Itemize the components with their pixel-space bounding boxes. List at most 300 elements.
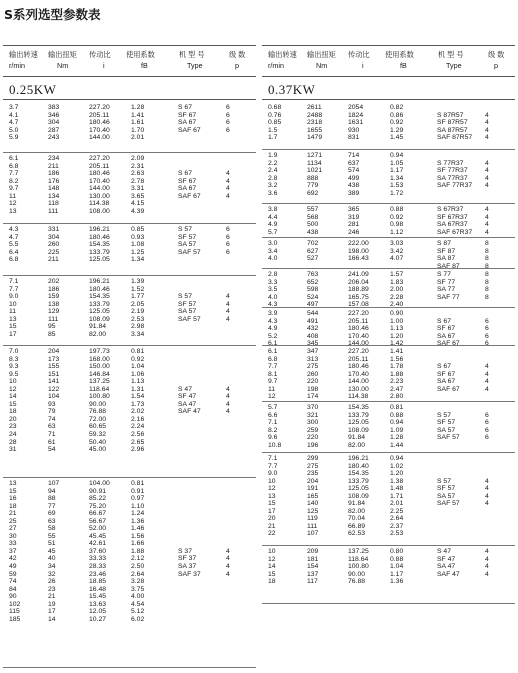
cell-speed: 13 — [9, 207, 17, 215]
cell-ratio: 66.89 — [348, 522, 366, 530]
cell-service-factor: 2.24 — [131, 423, 145, 431]
spec-group — [262, 268, 515, 308]
cell-torque: 54 — [48, 446, 56, 454]
cell-speed: 23 — [9, 423, 17, 431]
cell-ratio: 90.00 — [348, 570, 366, 578]
cell-torque: 438 — [307, 228, 319, 236]
cell-stages: 8 — [485, 293, 489, 301]
cell-model-type: SF 57 — [437, 419, 456, 427]
cell-torque: 79 — [48, 408, 56, 416]
cell-service-factor: 2.23 — [390, 378, 404, 386]
cell-speed: 90 — [9, 593, 17, 601]
header-type-unit: Type — [187, 61, 203, 70]
cell-torque: 186 — [48, 285, 60, 293]
header-stages: 级 数 — [229, 50, 246, 59]
cell-service-factor: 4.39 — [131, 207, 145, 215]
cell-speed: 4.9 — [268, 221, 278, 229]
cell-torque: 260 — [307, 370, 319, 378]
header-ratio-unit: i — [362, 61, 364, 70]
cell-torque: 51 — [48, 540, 56, 548]
cell-ratio: 72.00 — [89, 415, 107, 423]
cell-service-factor: 4.54 — [131, 600, 145, 608]
header-fb-unit: fB — [400, 61, 407, 70]
cell-speed: 185 — [9, 615, 21, 623]
cell-service-factor: 0.88 — [390, 555, 404, 563]
spec-group — [262, 545, 515, 604]
cell-service-factor: 1.17 — [390, 570, 404, 578]
cell-speed: 4.7 — [9, 119, 19, 127]
cell-stages: 8 — [485, 255, 489, 263]
cell-ratio: 82.00 — [348, 507, 366, 515]
cell-speed: 8.2 — [9, 177, 19, 185]
cell-service-factor: 1.00 — [390, 317, 404, 325]
cell-torque: 2318 — [307, 119, 323, 127]
cell-ratio: 70.04 — [348, 515, 366, 523]
cell-ratio: 118.64 — [89, 385, 110, 393]
cell-stages: 4 — [485, 385, 489, 393]
cell-ratio: 125.05 — [348, 485, 369, 493]
cell-torque: 2611 — [307, 104, 322, 111]
cell-model-type: SF 57 — [437, 485, 456, 493]
cell-stages: 4 — [485, 174, 489, 182]
cell-speed: 5.7 — [268, 404, 278, 411]
cell-stages: 6 — [485, 340, 489, 348]
cell-speed: 12 — [268, 485, 276, 493]
cell-service-factor: 1.48 — [390, 485, 404, 493]
cell-stages: 8 — [485, 240, 489, 247]
cell-model-type: SA 77R37 — [437, 174, 468, 182]
cell-speed: 10 — [268, 548, 276, 555]
cell-ratio: 170.40 — [348, 370, 369, 378]
cell-stages: 4 — [485, 548, 489, 555]
cell-service-factor: 1.45 — [390, 134, 404, 142]
cell-speed: 9.3 — [9, 363, 19, 371]
cell-speed: 3.5 — [268, 286, 278, 294]
cell-model-type: S 37 — [178, 547, 192, 555]
cell-speed: 13 — [268, 492, 276, 500]
cell-torque: 1479 — [307, 134, 323, 142]
cell-ratio: 75.20 — [89, 502, 107, 510]
cell-ratio: 180.46 — [89, 170, 110, 178]
cell-service-factor: 2.19 — [131, 308, 145, 316]
cell-service-factor: 2.31 — [131, 162, 145, 170]
cell-torque: 287 — [48, 126, 60, 134]
cell-ratio: 76.88 — [89, 408, 107, 416]
cell-service-factor: 2.01 — [131, 134, 145, 142]
cell-speed: 2.8 — [268, 271, 278, 278]
cell-torque: 702 — [307, 240, 319, 247]
cell-speed: 28 — [9, 438, 17, 446]
cell-speed: 115 — [9, 608, 20, 616]
cell-model-type: SA 57 — [437, 492, 456, 500]
cell-torque: 370 — [307, 404, 319, 411]
cell-speed: 8.3 — [9, 355, 19, 363]
left-table — [3, 45, 256, 667]
spec-group — [262, 345, 515, 402]
cell-speed: 9.5 — [9, 370, 19, 378]
cell-torque: 26 — [48, 578, 56, 586]
cell-stages: 4 — [485, 213, 489, 221]
cell-torque: 69 — [48, 510, 56, 518]
cell-speed: 74 — [9, 578, 17, 586]
cell-service-factor: 2.00 — [390, 286, 404, 294]
cell-ratio: 76.88 — [348, 578, 366, 586]
cell-torque: 346 — [48, 111, 60, 119]
cell-stages: 6 — [226, 248, 230, 256]
cell-ratio: 180.46 — [348, 325, 369, 333]
cell-stages: 4 — [226, 393, 230, 401]
cell-speed: 3.9 — [268, 310, 278, 317]
spec-group — [3, 345, 256, 478]
cell-speed: 6.6 — [268, 411, 278, 419]
cell-ratio: 281 — [348, 221, 360, 229]
cell-stages: 4 — [485, 206, 489, 213]
cell-speed: 4.3 — [9, 226, 19, 233]
cell-torque: 275 — [307, 363, 319, 371]
cell-speed: 15 — [268, 500, 276, 508]
cell-model-type: SAF 57 — [437, 500, 460, 508]
cell-torque: 225 — [48, 248, 60, 256]
cell-speed: 0.85 — [268, 119, 282, 127]
cell-torque: 652 — [307, 278, 319, 286]
cell-model-type: SF 67 — [178, 177, 197, 185]
cell-stages: 6 — [485, 325, 489, 333]
cell-model-type: SA 57 — [437, 426, 456, 434]
cell-ratio: 180.40 — [348, 462, 369, 470]
cell-model-type: SAF 67 — [437, 340, 460, 348]
cell-speed: 17 — [9, 330, 17, 338]
cell-torque: 154 — [307, 563, 319, 571]
cell-service-factor: 0.86 — [390, 111, 404, 119]
cell-ratio: 180.46 — [348, 363, 369, 371]
cell-ratio: 227.20 — [348, 310, 369, 317]
cell-ratio: 133.79 — [348, 477, 369, 485]
cell-torque: 118 — [48, 200, 59, 208]
cell-ratio: 180.46 — [89, 119, 110, 127]
cell-stages: 4 — [485, 370, 489, 378]
cell-torque: 211 — [48, 162, 59, 170]
header-type: 机 型 号 — [438, 50, 464, 59]
cell-model-type: SA 67 — [437, 332, 456, 340]
cell-service-factor: 1.56 — [131, 532, 145, 540]
cell-speed: 6.4 — [9, 248, 19, 256]
cell-ratio: 205.11 — [89, 111, 110, 119]
cell-stages: 4 — [485, 126, 489, 134]
cell-torque: 134 — [48, 192, 60, 200]
cell-ratio: 637 — [348, 159, 360, 167]
cell-speed: 6.8 — [268, 355, 278, 363]
cell-stages: 6 — [226, 233, 230, 241]
cell-ratio: 137.25 — [348, 548, 369, 555]
cell-stages: 4 — [226, 185, 230, 193]
cell-ratio: 154.35 — [348, 470, 369, 478]
cell-ratio: 130.00 — [348, 385, 369, 393]
cell-model-type: SF 77 — [437, 278, 456, 286]
cell-speed: 3.3 — [268, 278, 278, 286]
cell-service-factor: 2.63 — [131, 170, 145, 178]
cell-stages: 6 — [226, 241, 230, 249]
cell-speed: 0.68 — [268, 104, 282, 111]
cell-model-type: SF 47 — [178, 393, 197, 401]
cell-speed: 3.7 — [9, 104, 19, 111]
cell-service-factor: 0.94 — [390, 419, 404, 427]
cell-torque: 14 — [48, 615, 56, 623]
cell-ratio: 28.33 — [89, 563, 107, 571]
cell-stages: 4 — [485, 111, 489, 119]
cell-service-factor: 2.56 — [131, 431, 145, 439]
cell-speed: 59 — [9, 570, 17, 578]
cell-ratio: 188.89 — [348, 286, 369, 294]
cell-torque: 763 — [307, 271, 319, 278]
cell-service-factor: 3.28 — [131, 578, 145, 586]
cell-stages: 4 — [485, 363, 489, 371]
cell-service-factor: 1.29 — [390, 126, 404, 134]
cell-torque: 117 — [307, 578, 318, 586]
cell-ratio: 10.27 — [89, 615, 107, 623]
cell-torque: 321 — [307, 411, 319, 419]
cell-speed: 8.1 — [268, 370, 278, 378]
header-ratio-unit: i — [103, 61, 105, 70]
cell-ratio: 125.05 — [89, 308, 110, 316]
cell-ratio: 227.20 — [89, 155, 110, 162]
cell-service-factor: 1.56 — [390, 355, 404, 363]
spec-group — [3, 477, 256, 668]
cell-service-factor: 1.20 — [390, 332, 404, 340]
cell-ratio: 85.22 — [89, 495, 107, 503]
cell-model-type: SF 67 — [178, 111, 197, 119]
spec-group — [3, 101, 256, 153]
header-speed-unit: r/min — [9, 61, 25, 70]
cell-service-factor: 2.96 — [131, 446, 145, 454]
cell-torque: 61 — [48, 438, 56, 446]
cell-stages: 6 — [485, 317, 489, 325]
page-title: S系列选型参数表 — [4, 7, 101, 22]
cell-speed: 1.7 — [268, 134, 278, 142]
cell-service-factor: 0.82 — [390, 104, 404, 111]
cell-speed: 3.2 — [268, 182, 278, 190]
cell-service-factor: 1.71 — [390, 492, 404, 500]
cell-service-factor: 2.01 — [390, 500, 404, 508]
cell-service-factor: 1.78 — [390, 363, 404, 371]
cell-stages: 6 — [226, 104, 230, 111]
cell-stages: 4 — [226, 192, 230, 200]
cell-speed: 10 — [9, 300, 17, 308]
cell-ratio: 157.08 — [348, 301, 369, 309]
cell-service-factor: 1.31 — [131, 385, 145, 393]
cell-torque: 204 — [307, 477, 319, 485]
cell-model-type: SF 87R57 — [437, 119, 468, 127]
cell-model-type: S 67 — [437, 317, 451, 325]
cell-torque: 111 — [307, 522, 318, 530]
cell-stages: 4 — [485, 119, 489, 127]
cell-speed: 20 — [268, 515, 276, 523]
cell-torque: 1271 — [307, 152, 323, 159]
cell-model-type: SAF 47 — [178, 408, 201, 416]
cell-ratio: 133.79 — [89, 300, 110, 308]
cell-stages: 4 — [485, 492, 489, 500]
cell-service-factor: 2.28 — [390, 293, 404, 301]
cell-speed: 37 — [9, 547, 17, 555]
cell-model-type: SA 77 — [437, 286, 456, 294]
cell-ratio: 125.05 — [348, 419, 369, 427]
cell-stages: 4 — [485, 563, 489, 571]
cell-ratio: 1631 — [348, 119, 364, 127]
cell-speed: 3.4 — [268, 247, 278, 255]
spec-group — [262, 401, 515, 453]
cell-torque: 85 — [48, 330, 56, 338]
cell-stages: 8 — [485, 271, 489, 278]
cell-service-factor: 1.36 — [390, 578, 404, 586]
header-speed: 输出转速 — [268, 50, 297, 59]
cell-ratio: 438 — [348, 182, 360, 190]
header-torque: 输出扭矩 — [48, 50, 77, 59]
cell-model-type: SA 87R57 — [437, 126, 468, 134]
cell-service-factor: 0.91 — [131, 487, 145, 495]
cell-stages: 4 — [226, 400, 230, 408]
cell-stages: 6 — [226, 119, 230, 127]
cell-torque: 1021 — [307, 167, 323, 175]
cell-model-type: SA 67 — [178, 185, 197, 193]
cell-ratio: 246 — [348, 228, 360, 236]
cell-torque: 107 — [307, 530, 319, 538]
cell-ratio: 196.21 — [348, 455, 369, 462]
cell-speed: 7.1 — [268, 455, 278, 462]
cell-speed: 16 — [9, 495, 17, 503]
cell-ratio: 42.61 — [89, 540, 107, 548]
cell-stages: 4 — [485, 555, 489, 563]
cell-speed: 13 — [9, 315, 17, 323]
cell-speed: 2.2 — [268, 159, 278, 167]
cell-ratio: 165.75 — [348, 293, 369, 301]
cell-torque: 557 — [307, 206, 319, 213]
cell-ratio: 150.00 — [89, 363, 110, 371]
cell-torque: 58 — [48, 525, 56, 533]
cell-speed: 20 — [9, 415, 17, 423]
cell-ratio: 50.40 — [89, 438, 107, 446]
cell-model-type: SA 37 — [178, 563, 197, 571]
cell-service-factor: 1.38 — [390, 477, 404, 485]
cell-ratio: 365 — [348, 206, 360, 213]
cell-speed: 4.3 — [268, 317, 278, 325]
cell-speed: 5.0 — [9, 126, 19, 134]
cell-stages: 4 — [226, 293, 230, 301]
cell-ratio: 18.85 — [89, 578, 107, 586]
cell-model-type: S 47 — [437, 548, 451, 555]
cell-stages: 4 — [226, 177, 230, 185]
cell-torque: 220 — [307, 434, 319, 442]
cell-model-type: S 67 — [437, 363, 451, 371]
cell-ratio: 930 — [348, 126, 360, 134]
cell-service-factor: 2.05 — [131, 300, 145, 308]
cell-stages: 4 — [485, 500, 489, 508]
cell-torque: 2488 — [307, 111, 323, 119]
cell-speed: 31 — [9, 446, 17, 454]
cell-service-factor: 1.05 — [390, 159, 404, 167]
cell-torque: 137 — [307, 570, 319, 578]
cell-service-factor: 0.81 — [390, 404, 404, 411]
cell-service-factor: 1.28 — [390, 434, 404, 442]
header-fb-unit: fB — [141, 61, 148, 70]
cell-service-factor: 2.65 — [131, 438, 145, 446]
cell-service-factor: 1.04 — [390, 563, 404, 571]
cell-service-factor: 1.70 — [131, 126, 145, 134]
cell-torque: 779 — [307, 182, 319, 190]
cell-service-factor: 1.88 — [390, 370, 404, 378]
cell-ratio: 114.38 — [89, 200, 110, 208]
cell-ratio: 180.46 — [89, 285, 110, 293]
cell-service-factor: 0.94 — [390, 152, 404, 159]
cell-speed: 15 — [9, 400, 17, 408]
cell-torque: 74 — [48, 415, 56, 423]
cell-speed: 1.5 — [268, 126, 278, 134]
cell-service-factor: 2.16 — [131, 415, 145, 423]
cell-model-type: SF 77R37 — [437, 167, 468, 175]
cell-model-type: S 87 — [437, 240, 451, 247]
cell-service-factor: 1.08 — [131, 241, 145, 249]
cell-torque: 77 — [48, 502, 56, 510]
cell-service-factor: 1.17 — [390, 167, 404, 175]
cell-service-factor: 2.78 — [131, 177, 145, 185]
cell-service-factor: 0.98 — [390, 221, 404, 229]
cell-stages: 6 — [485, 419, 489, 427]
cell-service-factor: 3.65 — [131, 192, 145, 200]
cell-stages: 4 — [485, 378, 489, 386]
cell-speed: 4.3 — [268, 301, 278, 309]
cell-model-type: SF 47 — [437, 555, 456, 563]
cell-model-type: SAF 57 — [437, 434, 460, 442]
cell-speed: 7.1 — [268, 419, 278, 427]
cell-service-factor: 2.80 — [390, 393, 404, 401]
cell-torque: 260 — [48, 241, 60, 249]
cell-model-type: SA 87 — [437, 255, 456, 263]
spec-group — [3, 223, 256, 276]
cell-ratio: 82.00 — [348, 441, 366, 449]
cell-service-factor: 1.09 — [390, 426, 404, 434]
cell-torque: 299 — [307, 455, 319, 462]
cell-speed: 8.2 — [268, 426, 278, 434]
cell-service-factor: 0.92 — [390, 213, 404, 221]
cell-service-factor: 2.02 — [131, 408, 145, 416]
cell-service-factor: 0.81 — [131, 480, 145, 487]
cell-torque: 151 — [48, 370, 60, 378]
cell-stages: 4 — [485, 228, 489, 236]
cell-model-type: SAF 77 — [437, 293, 460, 301]
cell-torque: 692 — [307, 189, 319, 197]
cell-torque: 63 — [48, 517, 56, 525]
cell-stages: 4 — [226, 315, 230, 323]
cell-torque: 568 — [307, 213, 319, 221]
cell-ratio: 2054 — [348, 104, 364, 111]
cell-ratio: 33.33 — [89, 555, 107, 563]
cell-ratio: 499 — [348, 174, 360, 182]
cell-ratio: 62.53 — [348, 530, 366, 538]
cell-model-type: SA 67 — [437, 378, 456, 386]
cell-service-factor: 3.34 — [131, 330, 145, 338]
cell-model-type: SAF 67R37 — [437, 228, 473, 236]
cell-torque: 304 — [48, 233, 60, 241]
cell-speed: 4.0 — [268, 255, 278, 263]
cell-stages: 4 — [226, 300, 230, 308]
cell-ratio: 198.00 — [348, 247, 369, 255]
cell-ratio: 13.63 — [89, 600, 107, 608]
cell-service-factor: 1.41 — [131, 111, 145, 119]
cell-torque: 19 — [48, 600, 56, 608]
cell-speed: 6.1 — [268, 340, 278, 348]
cell-model-type: S 57 — [437, 411, 451, 419]
cell-model-type: SA 67R37 — [437, 221, 468, 229]
cell-torque: 32 — [48, 570, 56, 578]
cell-speed: 25 — [9, 517, 17, 525]
